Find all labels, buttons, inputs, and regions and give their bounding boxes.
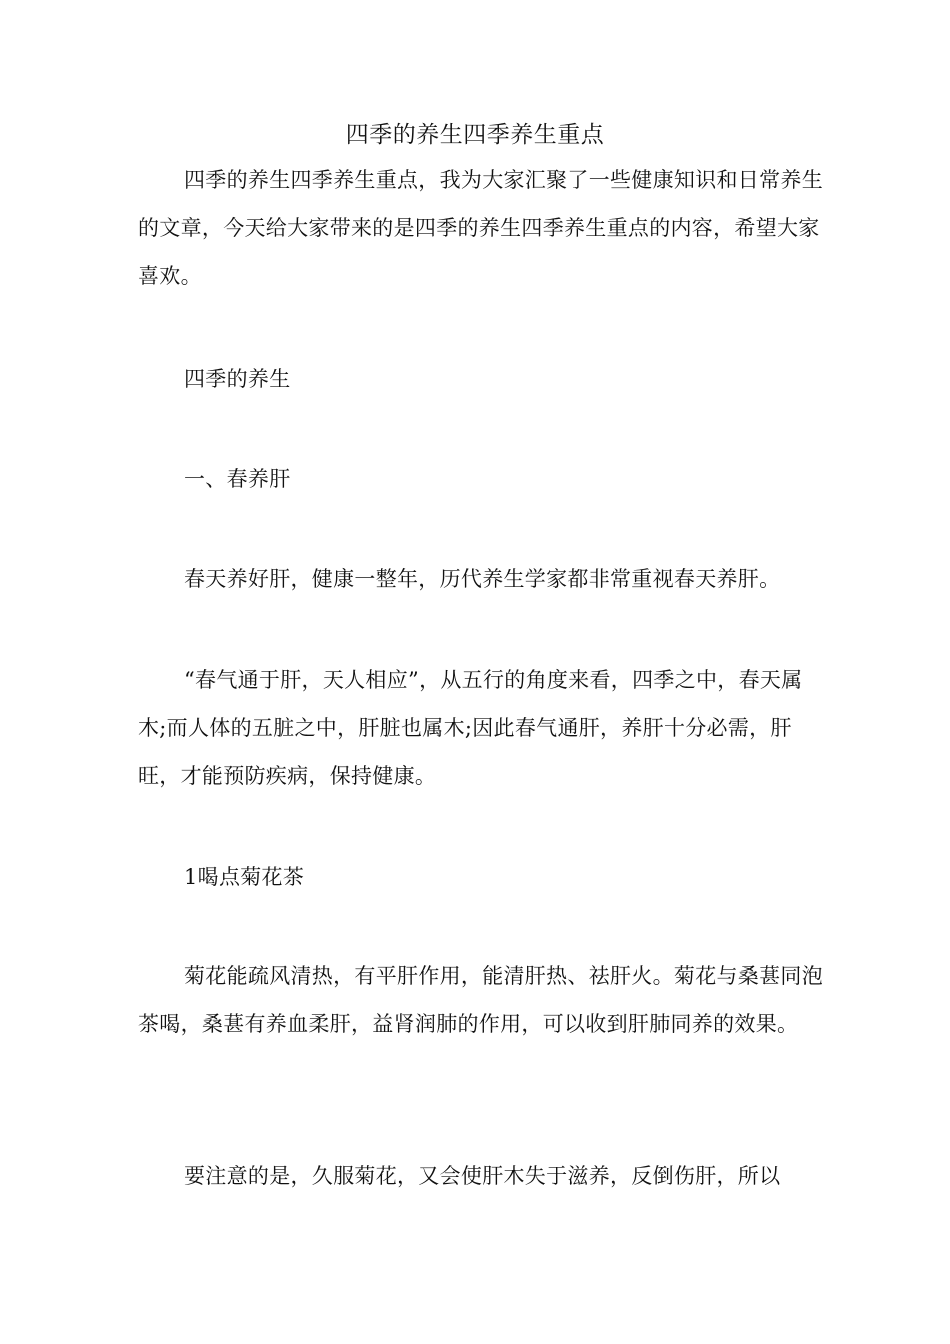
section-heading-spring-liver: 一、春养肝 [184,467,291,491]
subheading-chrysanthemum-tea: 1喝点菊花茶 [184,865,305,889]
spring-liver-paragraph: 春天养好肝，健康一整年，历代养生学家都非常重视春天养肝。 [184,567,781,591]
caution-paragraph: 要注意的是，久服菊花，又会使肝木失于滋养，反倒伤肝，所以 [184,1164,781,1188]
chrysanthemum-paragraph: 菊花能疏风清热，有平肝作用，能清肝热、祛肝火。菊花与桑葚同泡茶喝，桑葚有养血柔肝，益肾润肺的作用，可以收到肝肺同养的效果。 [138,964,823,1036]
document-title: 四季的养生四季养生重点 [345,122,605,148]
spring-qi-paragraph: “春气通于肝，天人相应”，从五行的角度来看，四季之中，春天属木;而人体的五脏之中，肝脏也属木;因此春气通肝，养肝十分必需，肝旺，才能预防疾病，保持健康。 [138,668,803,788]
section-heading-four-seasons: 四季的养生 [184,367,291,391]
intro-paragraph: 四季的养生四季养生重点，我为大家汇聚了一些健康知识和日常养生的文章，今天给大家带来的是四季的养生四季养生重点的内容，希望大家喜欢。 [138,168,823,288]
